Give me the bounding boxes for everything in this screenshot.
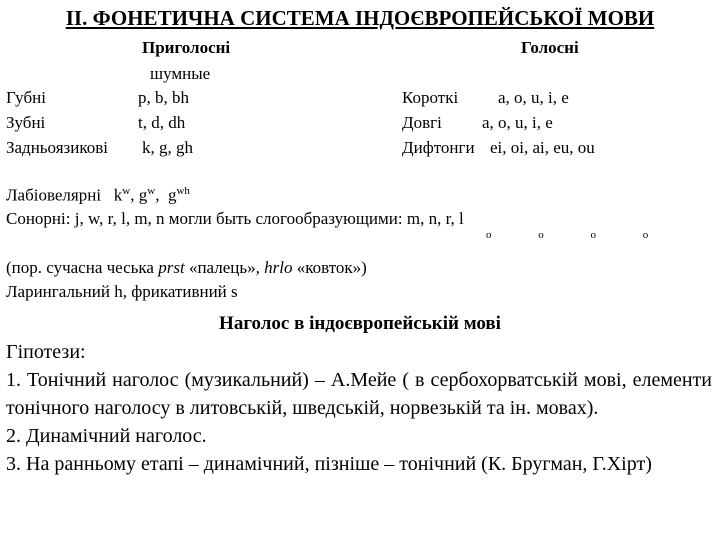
sup-w: w [147,185,156,197]
sup-w: w [122,185,131,197]
sonorants-line: Сонорні: j, w, r, l, m, n могли быть слогообразующими: m, n, r, l [6,209,464,228]
labiovelar-line: Лабіовелярні $k^w$, $g^w$, $g^{wh}$ [6,185,190,205]
hypotheses-block [6,338,712,478]
syllabic-marks: o o o o [486,229,671,241]
page-title: ІІ. ФОНЕТИЧНА СИСТЕМА ІНДОЄВРОПЕЙСЬКОЇ МОВИ [65,6,655,30]
labiovelar-gh: g [167,185,177,205]
vowels-header: Голосні [521,38,579,57]
example-word-hrlo: hrlo [264,258,293,277]
consonant-row-label: Губні [6,88,46,107]
vowel-row-sounds: a, o, u, i, e [482,113,553,132]
hypothesis-item: 2. Динамічний наголос. [6,425,207,447]
labiovelar-k: k [113,185,123,205]
example-word-prst: prst [158,258,185,277]
example-line [6,258,367,278]
consonant-row-label: Зубні [6,113,46,132]
example-meaning-2: «ковток») [292,258,367,277]
consonant-row-sounds: t, d, dh [138,113,186,132]
hypothesis-item: 1. Тонічний наголос (музикальний) – А.Мейе ( в сербохорватській мові, елементи тонічного наголосу в литовській, шведській, норвезькій та ін. мовах). [6,369,712,419]
sup-wh: wh [176,185,190,197]
hypotheses-label: Гіпотези: [6,341,86,363]
vowel-row-sounds: a, o, u, i, e [498,88,569,107]
vowel-row-label: Довгі [402,113,442,132]
consonant-row-sounds: k, g, gh [142,138,193,157]
consonants-subheader: шумные [150,64,211,83]
labiovelar-g: g [138,185,148,205]
vowel-row-label: Дифтонги [402,138,475,157]
vowel-row-label: Короткі [402,88,459,107]
consonant-row-label: Задньоязикові [6,138,109,157]
consonants-header: Приголосні [142,38,231,57]
example-meaning-1: «палець», [184,258,265,277]
vowel-row-sounds: ei, oi, ai, eu, ou [490,138,595,157]
laryngeal-line: Ларингальний h, фрикативний s [6,282,238,301]
accent-heading: Наголос в індоєвропейській мові [219,313,501,334]
example-prefix: (пор. сучасна чеська [6,258,159,277]
labiovelar-label: Лабіовелярні [6,185,102,205]
hypothesis-item: 3. На ранньому етапі – динамічний, пізніше – тонічний (К. Бругман, Г.Хірт) [6,453,652,475]
consonant-row-sounds: p, b, bh [138,88,189,107]
